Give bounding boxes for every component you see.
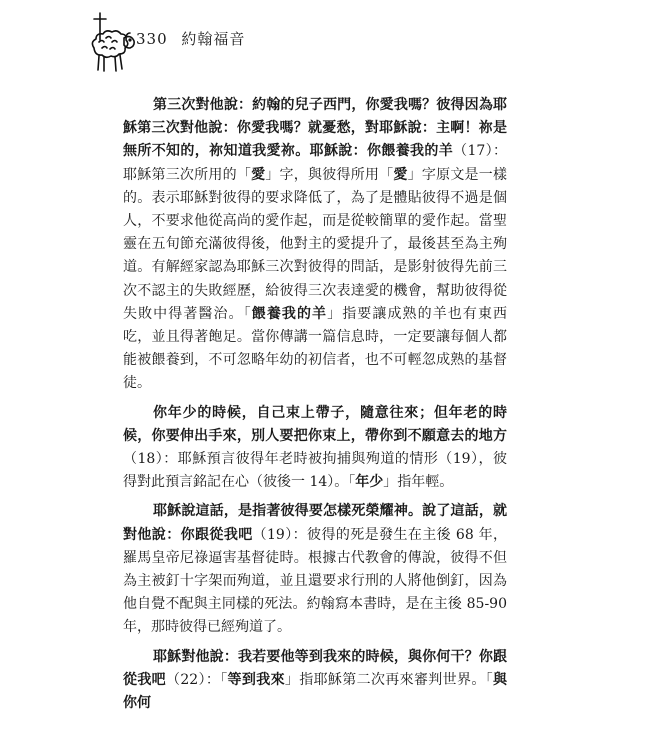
header-text — [136, 28, 245, 49]
scripture-text: 你年少的時候，自己束上帶子，隨意往來；但年老的時候，你要伸出手來，別人要把你束上，帶你到不願意去的地方 — [123, 404, 507, 444]
commentary-text: 」字，與彼得所用「 — [265, 166, 394, 183]
scripture-text: 與你何 — [123, 671, 508, 712]
scripture-text: 年少 — [355, 474, 384, 491]
commentary-text: （18）：耶穌預言彼得年老時被拘捕與殉道的情形（19），彼得對此預言銘記在心（彼後一 14）。「 — [123, 451, 507, 491]
page-number: 330 — [136, 30, 168, 48]
paragraph — [123, 646, 507, 716]
commentary-text: 」指耶穌第二次再來審判世界。「 — [284, 671, 494, 688]
scripture-text: 餵養我的羊 — [251, 305, 328, 322]
book-title: 約翰福音 — [181, 30, 246, 48]
page-body — [123, 94, 507, 721]
paragraph — [123, 94, 507, 396]
commentary-text: 」字原文是一樣的。表示耶穌對彼得的要求降低了，為了是體貼彼得不過是個人，不要求他從高尚的愛作起，而是從較簡單的愛作起。當聖靈在五旬節充滿彼得後，他對主的愛提升了，最後甚至為主殉道。有解經家認為耶穌三次對彼得的問話，是影射彼得先前三次不認主的失敗經歷，給彼得三次表達愛的機會，幫助彼得從失敗中得著醫治。「 — [123, 166, 508, 322]
paragraph — [123, 500, 507, 639]
commentary-text: （22）：「 — [166, 671, 228, 688]
scripture-text: 第三次對他說：約翰的兒子西門，你愛我嗎？彼得因為耶穌第三次對他說：你愛我嗎？就憂愁，對耶穌說：主啊！祢是無所不知的，祢知道我愛祢。耶穌說：你餵養我的羊 — [123, 97, 507, 160]
commentary-text: 」指要讓成熟的羊也有東西吃，並且得著飽足。當你傳講一篇信息時，一定要讓每個人都能被餵養到，不可忽略年幼的初信者，也不可輕忽成熟的基督徒。 — [123, 305, 508, 392]
scripture-text: 愛 — [393, 166, 408, 183]
scripture-text: 耶穌說這話，是指著彼得要怎樣死榮耀神。說了這話，就對他說：你跟從我吧 — [123, 503, 507, 543]
page-header — [86, 10, 386, 80]
commentary-text: （19）：彼得的死是發生在主後 68 年，羅馬皇帝尼祿逼害基督徒時。根據古代教會的傳說，彼得不但為主被釘十字架而殉道，並且還要求行刑的人將他倒釘，因為他自覺不配與主同樣的死法。約翰寫本書時，是在主後 85-90 年，那時彼得已經殉道了。 — [123, 526, 507, 636]
commentary-text: 」指年輕。 — [383, 474, 454, 491]
scripture-text: 等到我來 — [227, 671, 285, 688]
scripture-text: 愛 — [251, 166, 266, 183]
commentary-text: （17）：耶穌第三次所用的「 — [123, 143, 507, 183]
scripture-text: 耶穌對他說：我若要他等到我來的時候，與你何干？你跟從我吧 — [123, 648, 507, 688]
lamb-logo-icon — [86, 10, 138, 76]
paragraph — [123, 402, 507, 495]
